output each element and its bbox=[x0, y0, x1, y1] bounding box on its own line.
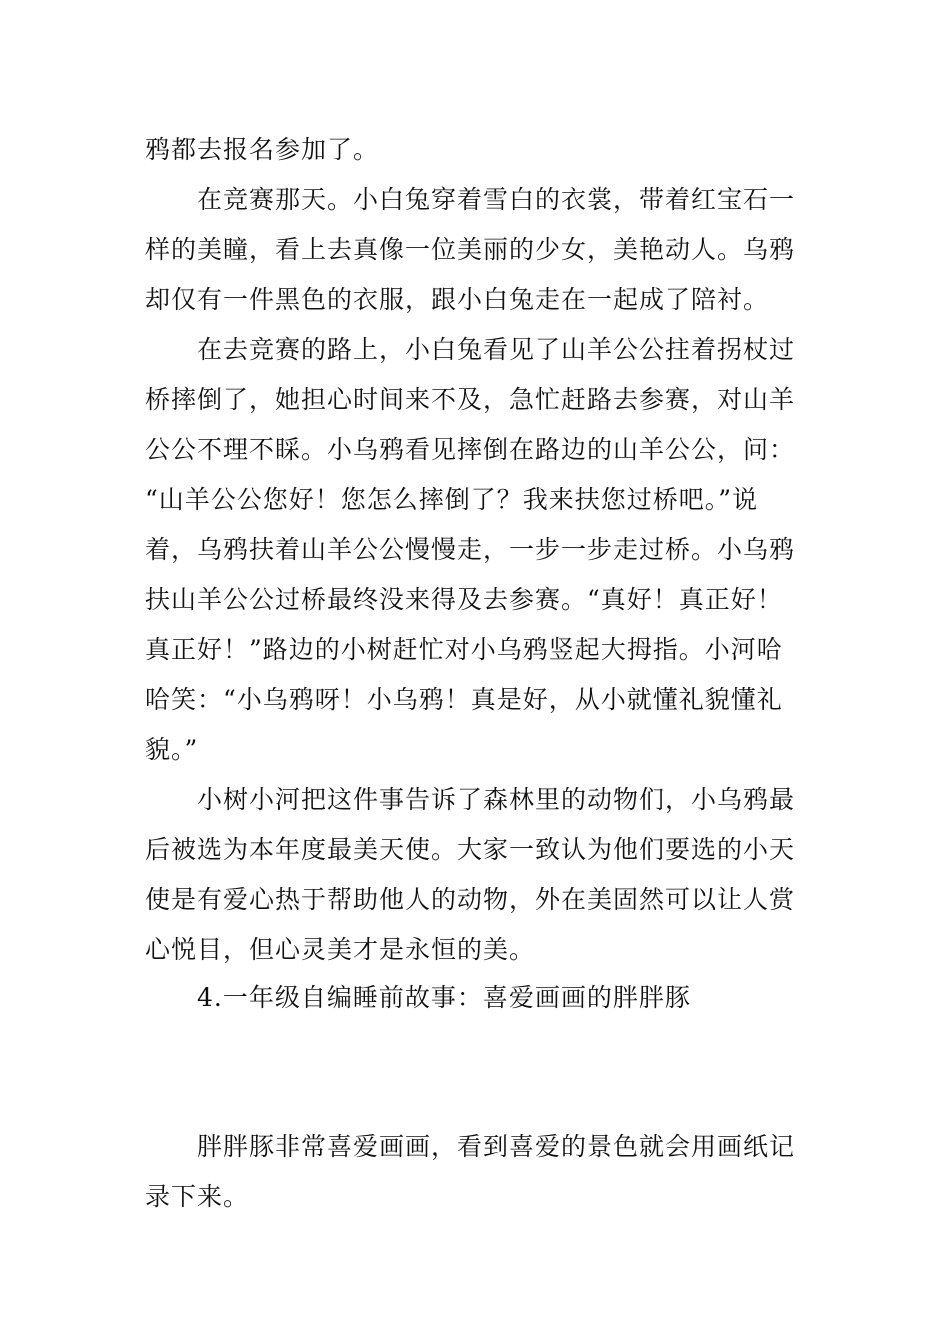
text-line: 在去竞赛的路上，小白兔看见了山羊公公拄着拐杖过 bbox=[197, 335, 796, 364]
text-line: “山羊公公您好！您怎么摔倒了？我来扶您过桥吧。”说 bbox=[145, 485, 759, 514]
text-line: 真正好！”路边的小树赶忙对小乌鸦竖起大拇指。小河哈 bbox=[145, 635, 783, 664]
text-line: 样的美瞳，看上去真像一位美丽的少女，美艳动人。乌鸦 bbox=[145, 235, 796, 264]
section-heading: 4.一年级自编睡前故事：喜爱画画的胖胖豚 bbox=[197, 983, 691, 1012]
text-line: 扶山羊公公过桥最终没来得及去参赛。“真好！真正好！ bbox=[145, 585, 783, 614]
text-line: 后被选为本年度最美天使。大家一致认为他们要选的小天 bbox=[145, 835, 796, 864]
text-line: 公公不理不睬。小乌鸦看见摔倒在路边的山羊公公，问： bbox=[145, 435, 796, 464]
text-line: 小树小河把这件事告诉了森林里的动物们，小乌鸦最 bbox=[197, 785, 796, 814]
text-line: 貌。” bbox=[145, 735, 199, 764]
text-line: 在竞赛那天。小白兔穿着雪白的衣裳，带着红宝石一 bbox=[197, 185, 796, 214]
text-line: 桥摔倒了，她担心时间来不及，急忙赶路去参赛，对山羊 bbox=[145, 385, 796, 414]
text-line: 着，乌鸦扶着山羊公公慢慢走，一步一步走过桥。小乌鸦 bbox=[145, 535, 796, 564]
text-line: 鸦都去报名参加了。 bbox=[145, 135, 380, 164]
text-line: 使是有爱心热于帮助他人的动物，外在美固然可以让人赏 bbox=[145, 885, 796, 914]
text-line: 哈笑：“小乌鸦呀！小乌鸦！真是好，从小就懂礼貌懂礼 bbox=[145, 685, 783, 714]
text-line: 录下来。 bbox=[145, 1182, 250, 1211]
text-line: 却仅有一件黑色的衣服，跟小白兔走在一起成了陪衬。 bbox=[145, 285, 770, 314]
text-line: 心悦目，但心灵美才是永恒的美。 bbox=[145, 935, 536, 964]
text-line: 胖胖豚非常喜爱画画，看到喜爱的景色就会用画纸记 bbox=[197, 1132, 796, 1161]
